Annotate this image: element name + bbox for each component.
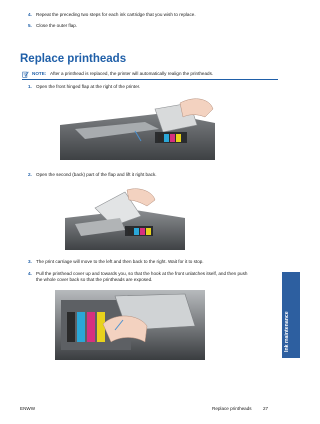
printhead-cover-illustration (55, 290, 205, 360)
step-text: Open the second (back) part of the flap and lift it right back. (36, 172, 157, 177)
step-text: Open the front hinged flap at the right of the printer. (36, 84, 141, 89)
printer-flap-illustration (55, 95, 215, 160)
step-item (28, 12, 248, 18)
step-text: Repeat the preceding two steps for each ink cartridge that you wish to replace. (36, 12, 196, 17)
page-number: 27 (263, 406, 269, 411)
note-label: NOTE: (32, 71, 47, 76)
step-number: 4. (28, 12, 32, 17)
step-number: 2. (28, 172, 32, 177)
step-number: 1. (28, 84, 32, 89)
footer-section-title: Replace printheads (212, 406, 252, 411)
step-item (28, 23, 248, 29)
step-number: 3. (28, 259, 32, 264)
side-tab (282, 272, 300, 358)
note-box (22, 71, 278, 79)
step-number: 4. (28, 271, 32, 276)
step-item (28, 84, 248, 90)
step-text: Close the outer flap. (36, 23, 78, 28)
step-number: 5. (28, 23, 32, 28)
side-tab-label: Ink maintenance (284, 311, 290, 352)
section-title: Replace printheads (20, 53, 127, 65)
note-divider (22, 79, 278, 80)
note-text: After a printhead is replaced, the printer will automatically realign the printheads. (50, 71, 214, 76)
footer-left: ENWW (20, 406, 36, 411)
step-text: Pull the printhead cover up and towards you, so that the hook at the front unlatches itself, and then push the whole cover back so that the printheads are exposed. (36, 271, 248, 282)
printer-back-flap-illustration (65, 188, 185, 250)
step-item (28, 259, 248, 265)
step-item (28, 172, 248, 178)
step-text: The print carriage will move to the left and then back to the right. Wait for it to stop. (36, 259, 204, 264)
step-item (28, 271, 248, 283)
